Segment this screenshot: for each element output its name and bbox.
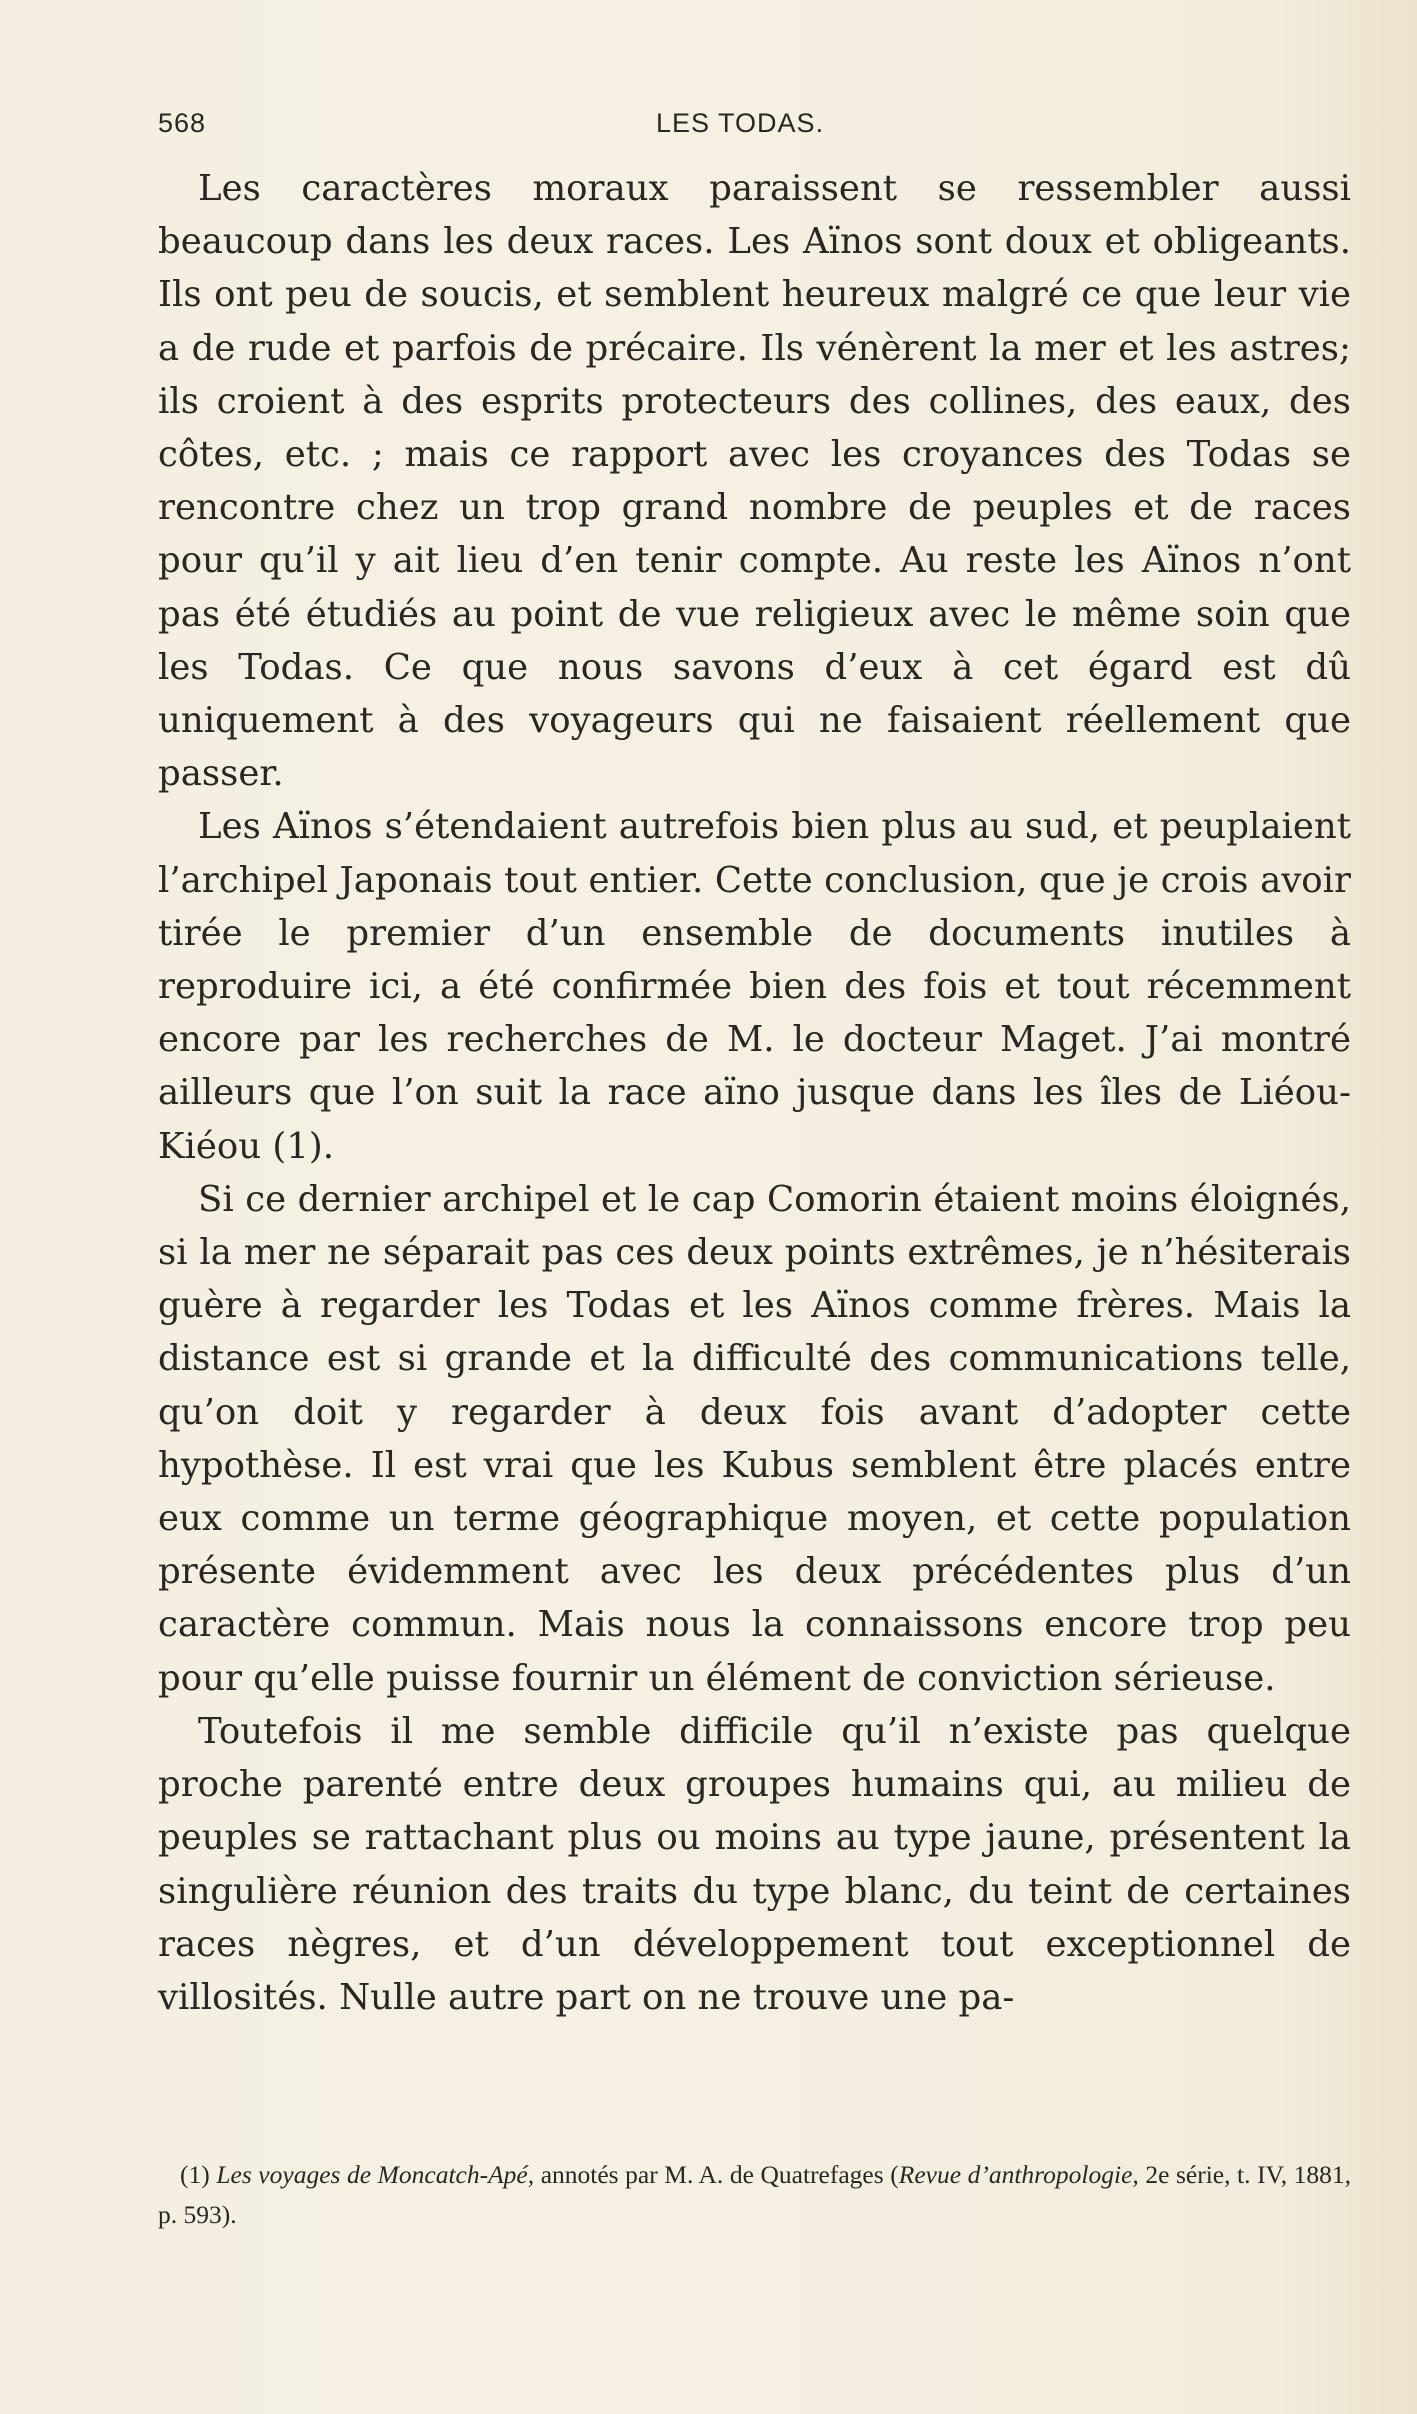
body-text <box>158 162 1351 2024</box>
running-title: LES TODAS. <box>656 108 825 138</box>
paragraph-1: Les caractères moraux paraissent se ressembler aussi beaucoup dans les deux races. Les Aïnos sont doux et obligeants. Ils ont peu de soucis, et semblent heureux malgré ce que leur vie a de rude et parfois de précaire. Ils vénèrent la mer et les astres; ils croient à des esprits protecteurs des collines, des eaux, des côtes, etc. ; mais ce rapport avec les croyances des Todas se rencontre chez un trop grand nombre de peuples et de races pour qu’il y ait lieu d’en tenir compte. Au reste les Aïnos n’ont pas été étudiés au point de vue religieux avec le même soin que les Todas. Ce que nous savons d’eux à cet égard est dû uniquement à des voyageurs qui ne faisaient réellement que passer. <box>158 168 1351 795</box>
footnote-annotation: annotés par M. A. de Quatrefages ( <box>540 2160 899 2189</box>
page-header <box>158 108 1358 148</box>
footnote-book-title: Les voyages de Moncatch-Apé, <box>216 2160 535 2189</box>
paragraph-4: Toutefois il me semble difficile qu’il n’existe pas quelque proche parenté entre deux groupes humains qui, au milieu de peuples se rattachant plus ou moins au type jaune, présentent la singulière réunion des traits du type blanc, du teint de certaines races nègres, et d’un développement tout exceptionnel de villosités. Nulle autre part on ne trouve une pa- <box>158 1710 1351 2018</box>
paragraph-3: Si ce dernier archipel et le cap Comorin étaient moins éloignés, si la mer ne séparait pas ces deux points extrêmes, je n’hésiterais guère à regarder les Todas et les Aïnos comme frères. Mais la distance est si grande et la difficulté des communications telle, qu’on doit y regarder à deux fois avant d’adopter cette hypothèse. Il est vrai que les Kubus semblent être placés entre eux comme un terme géographique moyen, et cette population présente évidemment avec les deux précédentes plus d’un caractère commun. Mais nous la connaissons encore trop peu pour qu’elle puisse fournir un élément de conviction sérieuse. <box>158 1178 1351 1699</box>
footnote-marker: (1) <box>180 2160 210 2189</box>
paragraph-2: Les Aïnos s’étendaient autrefois bien plus au sud, et peuplaient l’archipel Japonais tout entier. Cette conclusion, que je crois avoir tirée le premier d’un ensemble de documents inutiles à reproduire ici, a été confirmée bien des fois et tout récemment encore par les recherches de M. le docteur Maget. J’ai montré ailleurs que l’on suit la race aïno jusque dans les îles de Liéou-Kiéou (1). <box>158 806 1351 1167</box>
footnote-reference: 2e série, t. IV, 1881, p. 593). <box>158 2160 1352 2229</box>
footnote <box>158 2155 1351 2235</box>
footnote-journal: Revue d’anthropologie, <box>898 2160 1139 2189</box>
page-number: 568 <box>158 108 207 138</box>
footnote-text <box>158 2155 1351 2235</box>
